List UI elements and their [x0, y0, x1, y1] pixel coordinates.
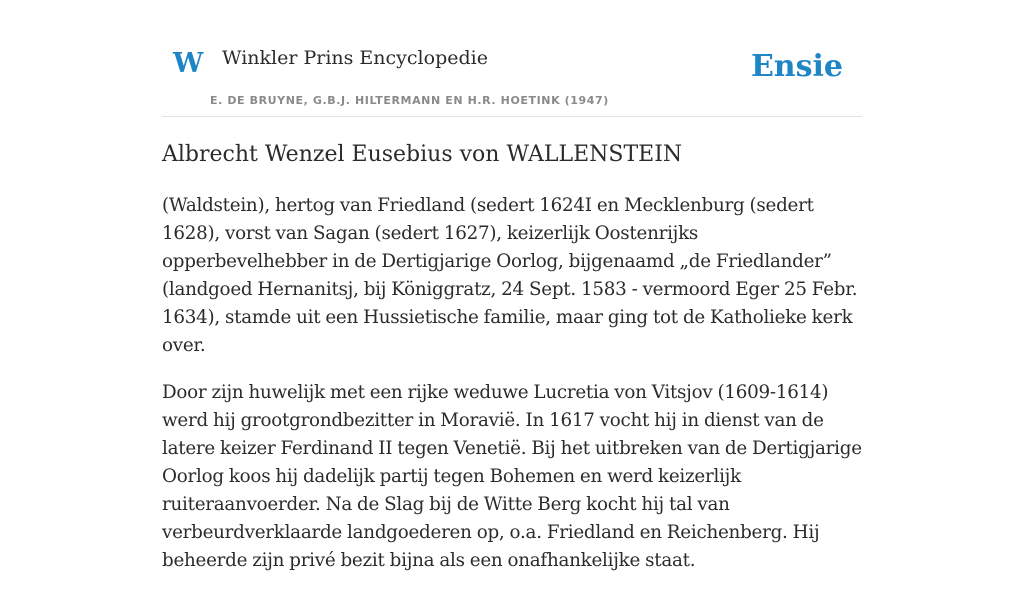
winkler-prins-logo[interactable]: W: [173, 48, 204, 79]
article-paragraph-2: Door zijn huwelijk met een rijke weduwe Lucretia von Vitsjov (1609-1614) werd hij grootgrondbezitter in Moravië. In 1617 vocht hij in dienst van de latere keizer Ferdinand II tegen Venetië. Bij het uitbreken van de Dertigjarige Oorlog koos hij dadelijk partij tegen Bohemen en werd keizerlijk ruiteraanvoerder. Na de Slag bij de Witte Berg kocht hij tal van verbeurdverklaarde landgoederen op, o.a. Friedland en Reichenberg. Hij beheerde zijn privé bezit bijna als een onafhankelijke staat.: [162, 382, 862, 571]
article-body: [162, 192, 862, 594]
article-title: Albrecht Wenzel Eusebius von WALLENSTEIN: [162, 142, 683, 167]
source-authors: E. DE BRUYNE, G.B.J. HILTERMANN EN H.R. HOETINK (1947): [210, 94, 609, 107]
source-header: [162, 0, 862, 117]
article-paragraph-1: (Waldstein), hertog van Friedland (sedert 1624I en Mecklenburg (sedert 1628), vorst van Sagan (sedert 1627), keizerlijk Oostenrijks opperbevelhebber in de Dertigjarige Oorlog, bijgenaamd „de Friedlander” (landgoed Hernanitsj, bij Königgratz, 24 Sept. 1583 - vermoord Eger 25 Febr. 1634), stamde uit een Hussietische familie, maar ging tot de Katholieke kerk over.: [162, 195, 858, 356]
source-title[interactable]: Winkler Prins Encyclopedie: [222, 47, 488, 69]
ensie-logo[interactable]: Ensie: [750, 49, 843, 84]
